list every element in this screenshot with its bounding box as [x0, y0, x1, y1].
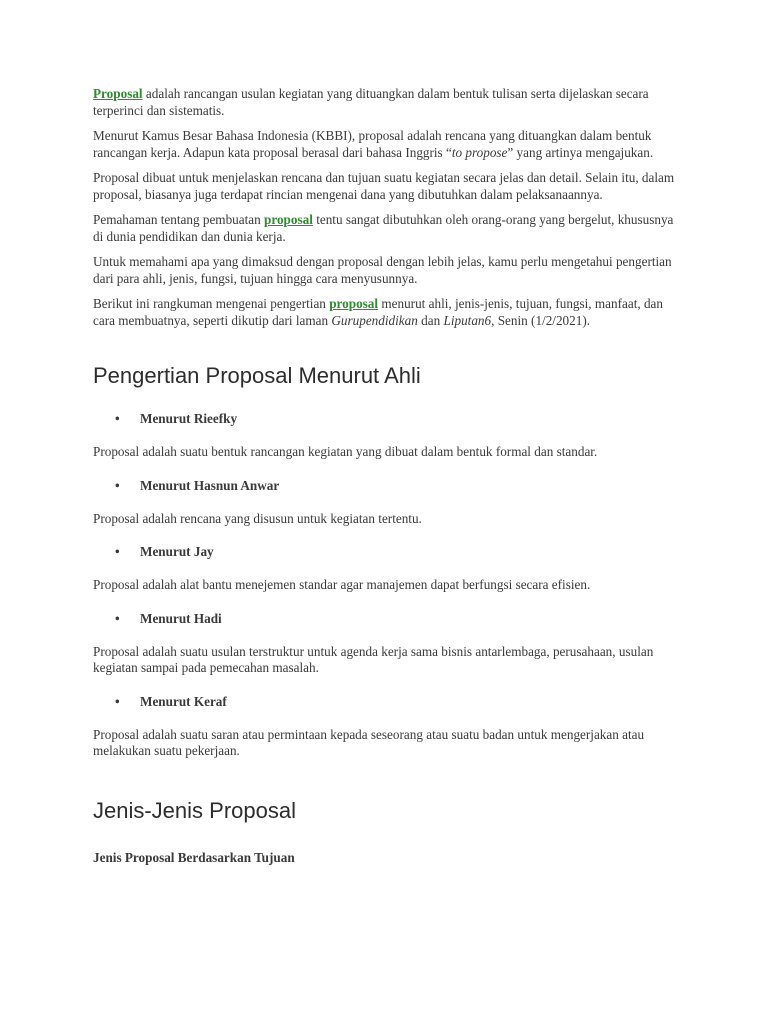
expert-item: [93, 611, 683, 677]
expert-name-label: Menurut Rieefky: [140, 411, 238, 426]
intro-paragraph-6-after: , Senin (1/2/2021).: [491, 312, 591, 328]
intro-paragraph-6-mid2: dan: [417, 312, 444, 328]
expert-list: [93, 411, 683, 760]
section-heading-jenis: Jenis-Jenis Proposal: [93, 797, 296, 823]
bullet-icon: •: [115, 610, 120, 626]
intro-paragraph-6-before: Berikut ini rangkuman mengenai pengertian: [93, 296, 330, 311]
intro-paragraph-3: Proposal dibuat untuk menjelaskan rencana dan tujuan suatu kegiatan secara jelas dan detail. Selain itu, dalam proposal, biasanya juga terdapat rincian mengenai dana yang dibutuhkan dalam pelaksanaannya.: [93, 170, 675, 202]
intro-paragraph-2: [93, 128, 683, 161]
expert-item: [93, 544, 683, 594]
intro-paragraph-2-after: ” yang artinya mengajukan.: [507, 144, 654, 160]
intro-paragraph-6-mid1: menurut ahli, jenis-jenis, tujuan, fungsi, manfaat, dan cara membuatnya, seperti dikutip dari laman: [93, 296, 664, 328]
expert-name-jay: [93, 544, 683, 560]
intro-paragraph-6: [93, 296, 683, 329]
subheading-jenis-tujuan: Jenis Proposal Berdasarkan Tujuan: [93, 849, 295, 865]
intro-paragraph-4-after: tentu sangat dibutuhkan oleh orang-orang yang bergelut, khususnya di dunia pendidikan dan dunia kerja.: [93, 212, 674, 244]
bullet-icon: •: [115, 693, 120, 709]
intro-paragraph-4-before: Pemahaman tentang pembuatan: [93, 212, 265, 227]
bullet-icon: •: [115, 411, 120, 426]
expert-definition: Proposal adalah suatu usulan terstruktur untuk agenda kerja sama bisnis antarlembaga, perusahaan, usulan kegiatan sampai pada pemecahan masalah.: [93, 643, 654, 675]
expert-definition: Proposal adalah suatu saran atau permintaan kepada seseorang atau suatu badan untuk mengerjakan atau melakukan suatu pekerjaan.: [93, 726, 645, 758]
section-heading-ahli: Pengertian Proposal Menurut Ahli: [93, 363, 421, 388]
bullet-icon: •: [115, 544, 120, 559]
proposal-link-1[interactable]: Proposal: [93, 86, 143, 101]
expert-item: [93, 411, 683, 461]
expert-definition: Proposal adalah alat bantu menejemen standar agar manajemen dapat berfungsi secara efisien.: [93, 577, 591, 592]
bullet-icon: •: [115, 477, 120, 493]
expert-item: [93, 694, 683, 760]
expert-definition: Proposal adalah suatu bentuk rancangan kegiatan yang dibuat dalam bentuk formal dan standar.: [93, 444, 598, 459]
expert-name-label: Menurut Keraf: [140, 693, 227, 709]
proposal-link-3[interactable]: proposal: [329, 296, 379, 311]
intro-paragraph-2-italic: to propose: [451, 144, 508, 160]
expert-name-label: Menurut Hasnun Anwar: [140, 477, 280, 493]
proposal-link-2[interactable]: proposal: [264, 212, 313, 227]
expert-item: [93, 478, 683, 528]
intro-paragraph-1: [93, 86, 683, 119]
article-body: [93, 86, 683, 866]
expert-name-keraf: [93, 694, 683, 710]
expert-definition: Proposal adalah rencana yang disusun untuk kegiatan tertentu.: [93, 510, 422, 526]
expert-name-hasnun-anwar: [93, 478, 683, 494]
intro-paragraph-5: Untuk memahami apa yang dimaksud dengan proposal dengan lebih jelas, kamu perlu mengetahui pengertian dari para ahli, jenis, fungsi, tujuan hingga cara menyusunnya.: [93, 254, 672, 286]
source-liputan6: Liputan6: [443, 312, 492, 328]
intro-paragraph-1-text: adalah rancangan usulan kegiatan yang dituangkan dalam bentuk tulisan serta dijelaskan secara terperinci dan sistematis.: [93, 86, 649, 118]
expert-name-rieefky: [93, 411, 683, 427]
source-gurupendidikan: Gurupendidikan: [331, 312, 418, 328]
expert-name-hadi: [93, 611, 683, 627]
expert-name-label: Menurut Hadi: [140, 610, 222, 626]
intro-paragraph-4: [93, 212, 683, 245]
expert-name-label: Menurut Jay: [140, 544, 214, 559]
intro-paragraph-2-before: Menurut Kamus Besar Bahasa Indonesia (KBBI), proposal adalah rencana yang dituangkan dalam bentuk rancangan kerja. Adapun kata proposal berasal dari bahasa Inggris “: [93, 128, 652, 160]
